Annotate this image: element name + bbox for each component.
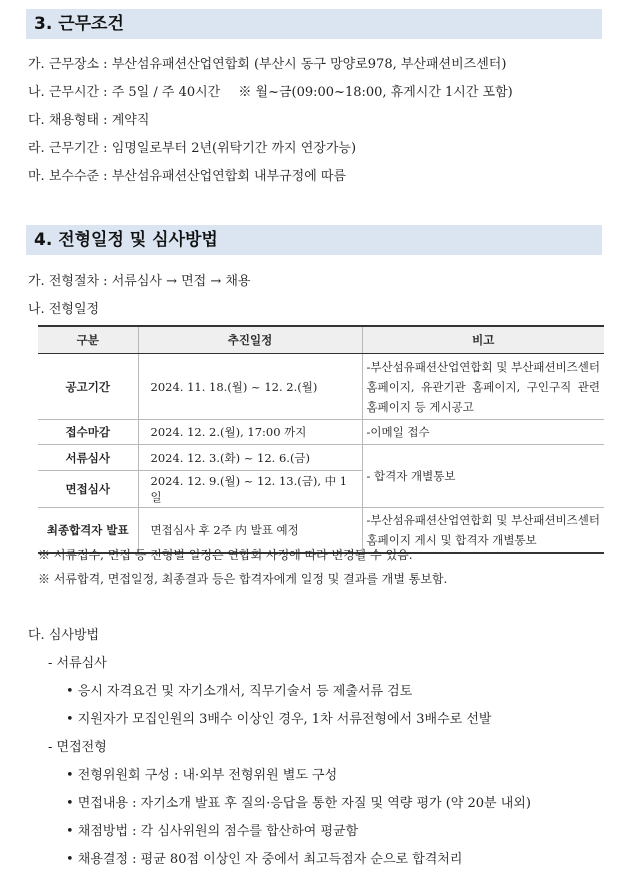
employment-type-line (28, 109, 149, 128)
work-location-value: 부산섬유패션산업연합회 (부산시 동구 망양로978, 부산패션비즈센터) (111, 57, 507, 72)
work-period-line (28, 137, 356, 156)
table-header-row (38, 326, 604, 354)
row-name: 최종합격자 발표 (38, 508, 138, 554)
section-4-title: 4. 전형일정 및 심사방법 (26, 225, 602, 255)
schedule-table (38, 325, 604, 554)
work-location-line (28, 53, 506, 72)
screening-method-label: 다. 심사방법 (28, 628, 100, 643)
header-category: 구분 (38, 326, 138, 354)
salary-value: 부산섬유패션산업연합회 내부규정에 따름 (111, 169, 347, 184)
interview-item: • 채용결정 : 평균 80점 이상인 자 중에서 최고득점자 순으로 합격처리 (66, 852, 463, 867)
table-row (38, 354, 604, 420)
row-date: 2024. 12. 9.(월) ~ 12. 13.(금), 中 1일 (138, 471, 362, 508)
row-date: 2024. 12. 3.(화) ~ 12. 6.(금) (138, 445, 362, 471)
row-name: 서류심사 (38, 445, 138, 471)
interview-item: • 전형위원회 구성 : 내·외부 전형위원 별도 구성 (66, 768, 338, 783)
section-3-title: 3. 근무조건 (26, 9, 602, 39)
schedule-label: 나. 전형일정 (28, 302, 100, 317)
work-location-label: 가. 근무장소 : (28, 57, 108, 72)
employment-type-value: 계약직 (111, 113, 150, 128)
interview-label: - 면접전형 (48, 740, 107, 755)
interview-item: • 면접내용 : 자기소개 발표 후 질의·응답을 통한 자질 및 역량 평가 (약 20분 내외) (66, 796, 531, 811)
work-hours-line (28, 81, 513, 100)
work-hours-value: 주 5일 / 주 40시간 (111, 85, 221, 100)
employment-type-label: 다. 채용형태 : (28, 113, 108, 128)
row-remark: -이메일 접수 (362, 420, 604, 445)
row-remark: -부산섬유패션산업연합회 및 부산패션비즈센터 홈페이지 게시 및 합격자 개별통보 (362, 508, 604, 554)
row-name: 공고기간 (38, 354, 138, 420)
interview-item: • 채점방법 : 각 심사위원의 점수를 합산하여 평균함 (66, 824, 359, 839)
table-row (38, 445, 604, 471)
document-screening-label: - 서류심사 (48, 656, 107, 671)
row-date: 2024. 12. 2.(월), 17:00 까지 (138, 420, 362, 445)
work-hours-label: 나. 근무시간 : (28, 85, 108, 100)
table-row (38, 420, 604, 445)
row-remark: -부산섬유패션산업연합회 및 부산패션비즈센터 홈페이지, 유관기관 홈페이지, 구인구직 관련 홈페이지 등 게시공고 (362, 354, 604, 420)
row-date: 면접심사 후 2주 内 발표 예정 (138, 508, 362, 554)
salary-label: 마. 보수수준 : (28, 169, 108, 184)
document-screening-item: • 지원자가 모집인원의 3배수 이상인 경우, 1차 서류전형에서 3배수로 선발 (66, 712, 492, 727)
row-date: 2024. 11. 18.(월) ~ 12. 2.(월) (138, 354, 362, 420)
document-screening-item: • 응시 자격요건 및 자기소개서, 직무기술서 등 제출서류 검토 (66, 684, 413, 699)
row-remark: - 합격자 개별통보 (362, 445, 604, 508)
row-name: 면접심사 (38, 471, 138, 508)
work-hours-note: ※ 월~금(09:00~18:00, 휴게시간 1시간 포함) (238, 85, 513, 100)
work-period-label: 라. 근무기간 : (28, 141, 108, 156)
selection-process: 가. 전형절차 : 서류심사 → 면접 → 채용 (28, 274, 251, 289)
header-schedule: 추진일정 (138, 326, 362, 354)
header-remarks: 비고 (362, 326, 604, 354)
work-period-value: 임명일로부터 2년(위탁기간 까지 연장가능) (111, 141, 357, 156)
salary-line (28, 165, 346, 184)
row-name: 접수마감 (38, 420, 138, 445)
schedule-note: ※ 서류합격, 면접일정, 최종결과 등은 합격자에게 일정 및 결과를 개별 통보함. (38, 572, 448, 586)
schedule-note: ※ 서류접수, 면접 등 전형별 일정은 연합회 사정에 따라 변경될 수 있음. (38, 548, 413, 562)
